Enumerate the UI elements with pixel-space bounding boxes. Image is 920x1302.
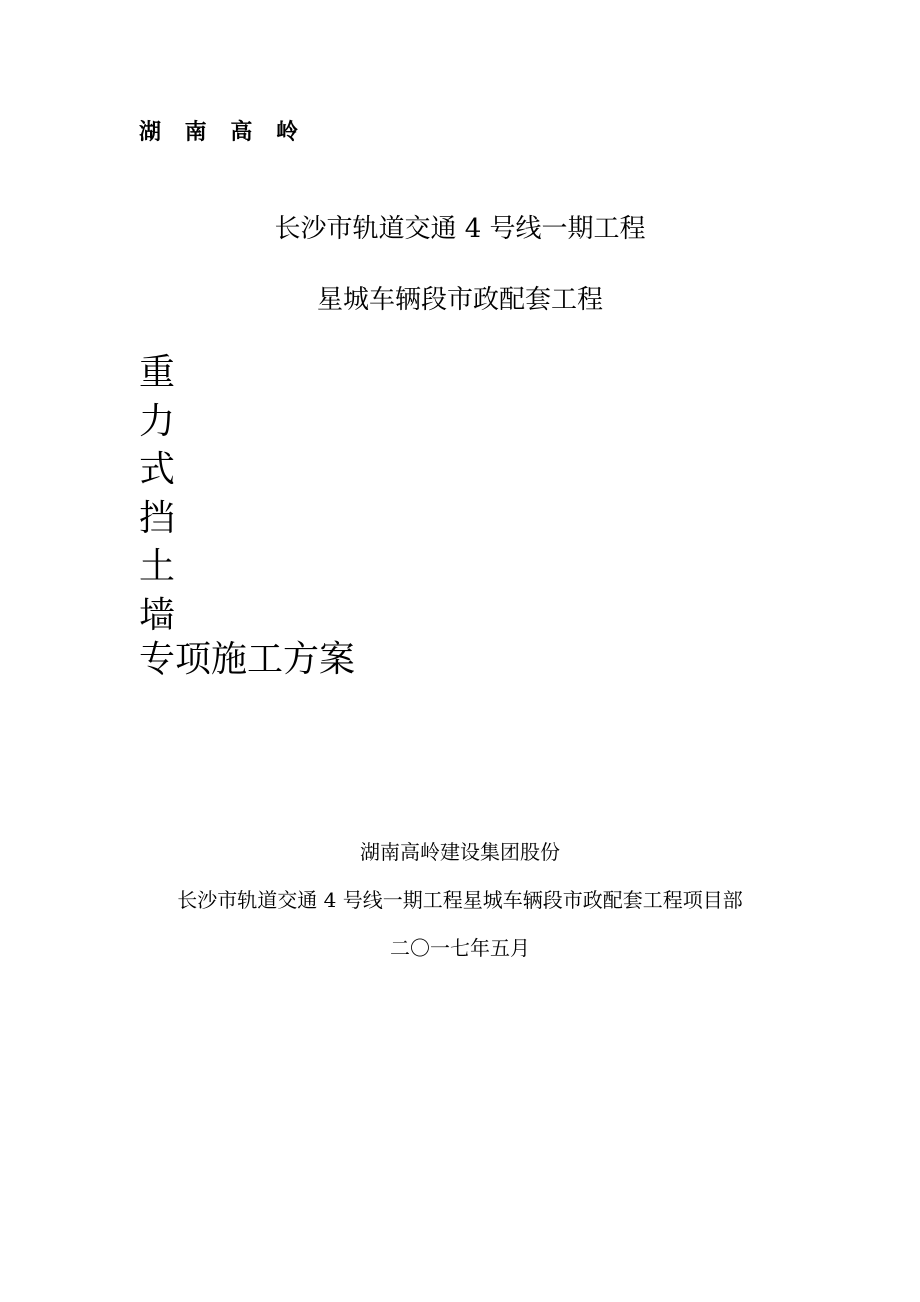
plan-title: 专项施工方案 [139, 639, 356, 680]
vertical-title-char: 挡 [139, 497, 176, 539]
footer-date: 二〇一七年五月 [390, 936, 530, 960]
vertical-title-char: 重 [139, 352, 176, 393]
footer-company: 湖南高岭建设集团股份 [360, 840, 560, 864]
footer-department: 长沙市轨道交通 4 号线一期工程星城车辆段市政配套工程项目部 [177, 888, 743, 912]
vertical-title [139, 349, 175, 640]
vertical-title-char: 土 [139, 546, 176, 587]
vertical-title-char: 式 [139, 449, 176, 490]
project-title: 长沙市轨道交通 4 号线一期工程 [274, 214, 646, 244]
vertical-title-char: 力 [139, 400, 176, 442]
vertical-title-char: 墙 [139, 594, 176, 636]
company-short-name: 湖 南 高 岭 [139, 119, 306, 145]
project-subtitle: 星城车辆段市政配套工程 [316, 285, 603, 315]
